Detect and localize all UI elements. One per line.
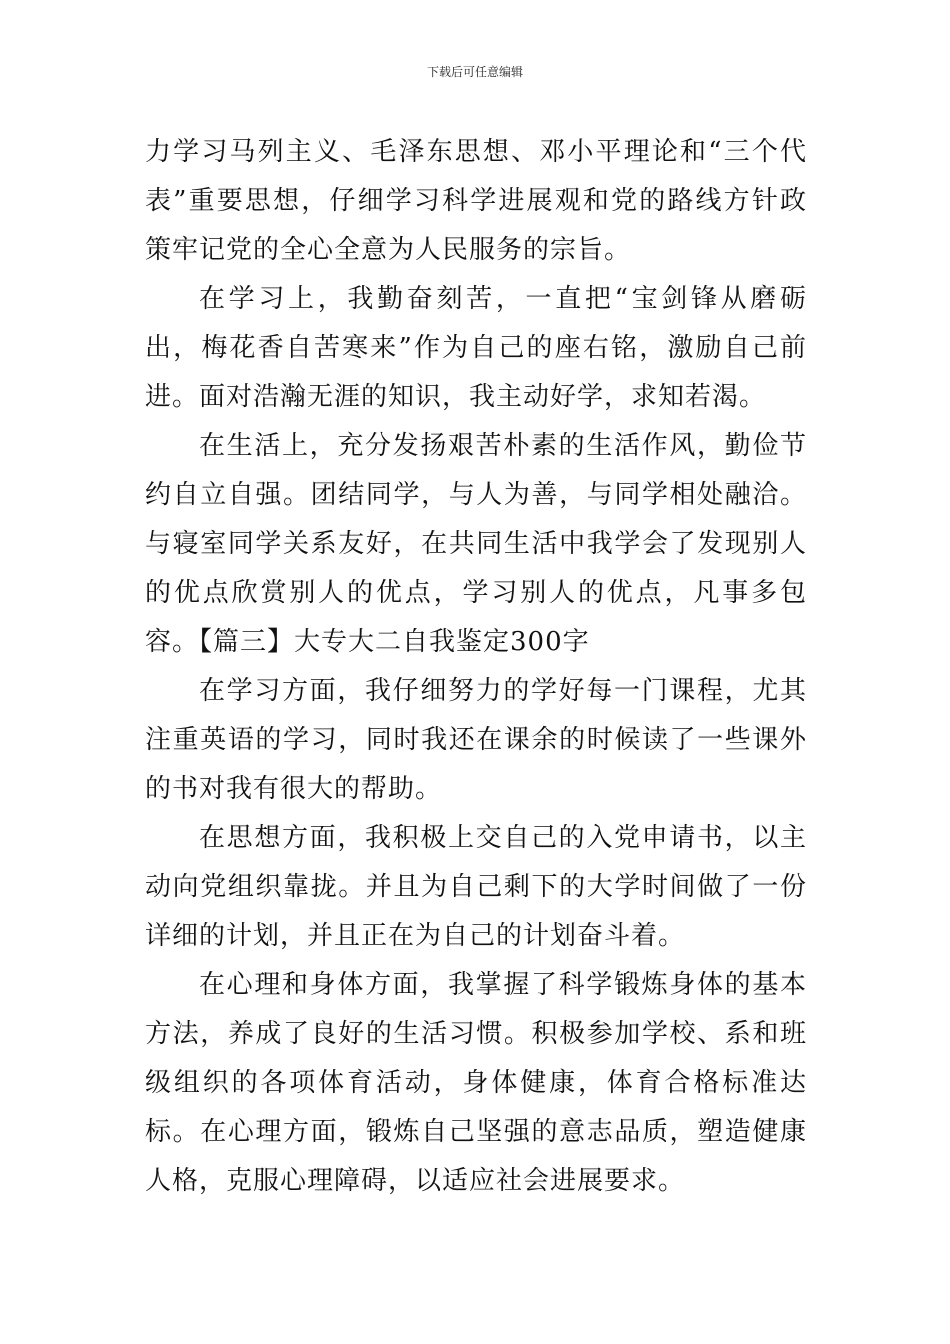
paragraph-6: 在心理和身体方面，我掌握了科学锻炼身体的基本方法，养成了良好的生活习惯。积极参加学校、系和班级组织的各项体育活动，身体健康，体育合格标准达标。在心理方面，锻炼自己坚强的意志品质，塑造健康人格，克服心理障碍，以适应社会进展要求。 [145, 970, 807, 1196]
paragraph-1: 力学习马列主义、毛泽东思想、邓小平理论和“三个代表”重要思想，仔细学习科学进展观和党的路线方针政策牢记党的全心全意为人民服务的宗旨。 [145, 137, 807, 265]
paragraph-2: 在学习上，我勤奋刻苦，一直把“宝剑锋从磨砺出，梅花香自苦寒来”作为自己的座右铭，激励自己前进。面对浩瀚无涯的知识，我主动好学，求知若渴。 [145, 284, 807, 412]
paragraph-4: 在学习方面，我仔细努力的学好每一门课程，尤其注重英语的学习，同时我还在课余的时候读了一些课外的书对我有很大的帮助。 [145, 676, 807, 804]
paragraph-5: 在思想方面，我积极上交自己的入党申请书，以主动向党组织靠拢。并且为自己剩下的大学时间做了一份详细的计划，并且正在为自己的计划奋斗着。 [145, 823, 807, 951]
document-body [145, 128, 807, 1206]
page-header: 下载后可任意编辑 [426, 65, 523, 79]
paragraph-3: 在生活上，充分发扬艰苦朴素的生活作风，勤俭节约自立自强。团结同学，与人为善，与同学相处融洽。与寝室同学关系友好，在共同生活中我学会了发现别人的优点欣赏别人的优点，学习别人的优点，凡事多包容。【篇三】大专大二自我鉴定300字 [145, 431, 807, 657]
